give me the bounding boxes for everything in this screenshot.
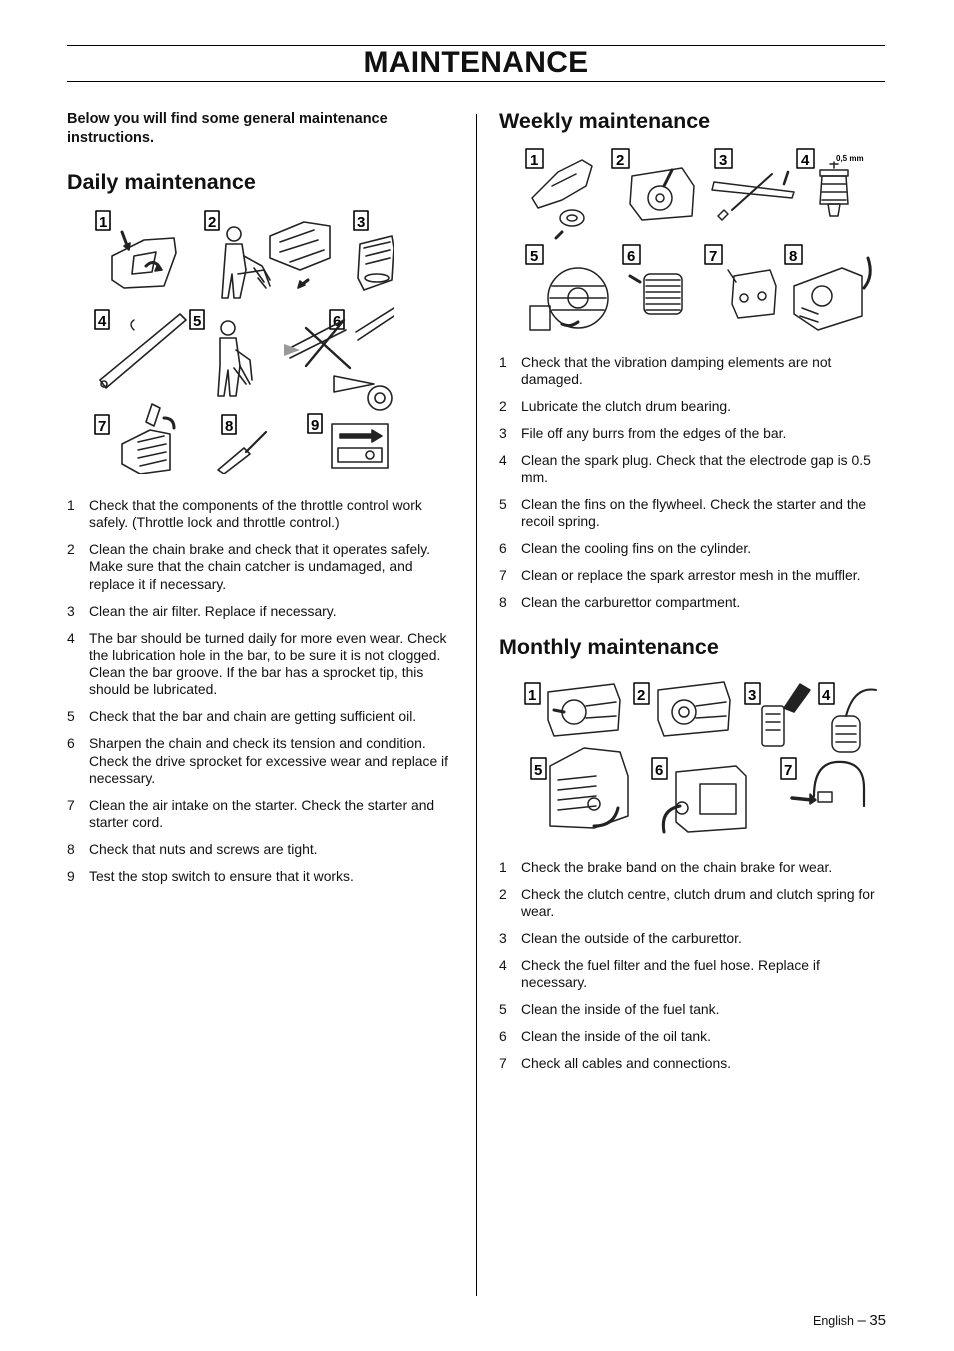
weekly-label-3: 3 bbox=[719, 152, 728, 169]
weekly-list bbox=[499, 354, 887, 621]
monthly-label-4: 4 bbox=[822, 687, 831, 704]
fuel-tank-drawing bbox=[550, 748, 628, 828]
weekly-label-8: 8 bbox=[789, 248, 798, 265]
brake-band-drawing bbox=[548, 684, 620, 736]
monthly-label-7: 7 bbox=[784, 762, 793, 779]
weekly-label-6: 6 bbox=[627, 248, 636, 265]
title-rule-bottom bbox=[67, 81, 885, 82]
screwdriver-drawing bbox=[218, 432, 266, 474]
weekly-item-4: 4 Clean the spark plug. Check that the electrode gap is 0.5 mm. bbox=[499, 451, 871, 486]
stop-switch-drawing bbox=[332, 424, 388, 468]
monthly-item-5: 5 Clean the inside of the fuel tank. bbox=[499, 1001, 720, 1018]
daily-heading: Daily maintenance bbox=[67, 170, 256, 194]
monthly-item-6: 6 Clean the inside of the oil tank. bbox=[499, 1028, 711, 1045]
weekly-heading: Weekly maintenance bbox=[499, 109, 711, 133]
weekly-label-4: 4 bbox=[801, 152, 810, 169]
intro-text: Below you will find some general maintenance instructions. bbox=[67, 111, 388, 146]
daily-illustration bbox=[94, 208, 394, 474]
carburettor-compartment-drawing bbox=[794, 258, 870, 330]
monthly-item-4: 4 Check the fuel filter and the fuel hose. Replace if necessary. bbox=[499, 956, 820, 991]
daily-label-2: 2 bbox=[208, 214, 217, 231]
weekly-item-1: 1 Check that the vibration damping elements are not damaged. bbox=[499, 354, 832, 388]
daily-label-7: 7 bbox=[98, 418, 107, 435]
daily-list bbox=[67, 497, 457, 895]
column-divider bbox=[476, 114, 477, 1296]
clutch-drawing bbox=[658, 682, 730, 736]
monthly-heading: Monthly maintenance bbox=[499, 635, 719, 659]
monthly-label-6: 6 bbox=[655, 762, 664, 779]
daily-label-3: 3 bbox=[357, 214, 366, 231]
starter-drawing bbox=[122, 404, 174, 474]
clutch-drum-drawing bbox=[630, 168, 694, 220]
bar-file-drawing bbox=[712, 172, 794, 220]
weekly-item-8: 8 Clean the carburettor compartment. bbox=[499, 594, 741, 611]
footer-language: English bbox=[813, 1314, 854, 1328]
weekly-label-2: 2 bbox=[616, 152, 625, 169]
oil-tank-drawing bbox=[663, 766, 746, 832]
daily-item-1: 1 Check that the components of the throttle control work safely. (Throttle lock and throttle control.) bbox=[67, 497, 422, 531]
weekly-item-5: 5 Clean the fins on the flywheel. Check the starter and the recoil spring. bbox=[499, 496, 867, 530]
cylinder-fins-drawing bbox=[630, 274, 682, 314]
daily-item-5: 5 Check that the bar and chain are getting sufficient oil. bbox=[67, 708, 417, 725]
page-footer bbox=[813, 1312, 886, 1329]
guide-bar-drawing bbox=[100, 314, 186, 388]
weekly-label-1: 1 bbox=[530, 152, 539, 169]
weekly-item-3: 3 File off any burrs from the edges of the bar. bbox=[499, 425, 787, 442]
fuel-filter-drawing bbox=[832, 690, 876, 752]
daily-label-6: 6 bbox=[333, 313, 342, 330]
monthly-item-2: 2 Check the clutch centre, clutch drum and clutch spring for wear. bbox=[499, 885, 875, 920]
daily-item-6: 6 Sharpen the chain and check its tension and condition. Check the drive sprocket for excessive wear and replace if necessary. bbox=[67, 735, 449, 786]
monthly-item-7: 7 Check all cables and connections. bbox=[499, 1054, 732, 1071]
daily-item-2: 2 Clean the chain brake and check that it operates safely. Make sure that the chain catcher is undamaged, and replace it if necessary. bbox=[67, 541, 431, 592]
monthly-label-2: 2 bbox=[637, 687, 646, 704]
monthly-item-3: 3 Clean the outside of the carburettor. bbox=[499, 930, 742, 947]
weekly-label-5: 5 bbox=[530, 248, 539, 265]
chain-sprocket-drawing bbox=[284, 308, 394, 410]
daily-label-4: 4 bbox=[98, 313, 107, 330]
monthly-list bbox=[499, 859, 887, 1082]
operator-drawing bbox=[222, 227, 270, 298]
daily-item-3: 3 Clean the air filter. Replace if necessary. bbox=[67, 602, 337, 619]
daily-item-9: 9 Test the stop switch to ensure that it works. bbox=[67, 867, 354, 884]
daily-label-5: 5 bbox=[193, 313, 202, 330]
chain-brake-drawing bbox=[270, 222, 330, 288]
daily-item-4: 4 The bar should be turned daily for more even wear. Check the lubrication hole in the bar, to be sure it is not clogged. Clean the bar groove. If the bar has a sprocket tip, this should be lubricated. bbox=[67, 629, 447, 698]
weekly-label-7: 7 bbox=[709, 248, 718, 265]
weekly-item-7: 7 Clean or replace the spark arrestor mesh in the muffler. bbox=[499, 567, 861, 584]
air-filter-drawing bbox=[358, 236, 394, 290]
monthly-label-1: 1 bbox=[528, 687, 537, 704]
page-number: 35 bbox=[869, 1312, 886, 1329]
weekly-item-6: 6 Clean the cooling fins on the cylinder. bbox=[499, 540, 752, 557]
daily-item-7: 7 Clean the air intake on the starter. Check the starter and starter cord. bbox=[67, 796, 435, 831]
spark-plug-drawing bbox=[820, 162, 848, 216]
weekly-illustration bbox=[522, 146, 884, 338]
daily-label-1: 1 bbox=[99, 214, 108, 231]
page-title: MAINTENANCE bbox=[363, 46, 589, 79]
vibration-damper-drawing bbox=[532, 160, 592, 238]
daily-label-9: 9 bbox=[311, 417, 320, 434]
monthly-label-3: 3 bbox=[748, 687, 757, 704]
weekly-gap-label: 0,5 mm bbox=[836, 154, 864, 163]
oil-check-drawing bbox=[218, 321, 252, 396]
footer-separator: – bbox=[857, 1312, 866, 1329]
monthly-illustration bbox=[524, 676, 880, 836]
daily-label-8: 8 bbox=[225, 418, 234, 435]
flywheel-drawing bbox=[530, 268, 608, 330]
throttle-handle-drawing bbox=[112, 232, 176, 288]
cables-drawing bbox=[792, 762, 864, 806]
muffler-drawing bbox=[728, 270, 776, 318]
carburettor-brush-drawing bbox=[762, 684, 810, 746]
monthly-label-5: 5 bbox=[534, 762, 543, 779]
weekly-item-2: 2 Lubricate the clutch drum bearing. bbox=[499, 398, 732, 415]
daily-item-8: 8 Check that nuts and screws are tight. bbox=[67, 840, 318, 857]
monthly-item-1: 1 Check the brake band on the chain brake for wear. bbox=[499, 859, 833, 875]
